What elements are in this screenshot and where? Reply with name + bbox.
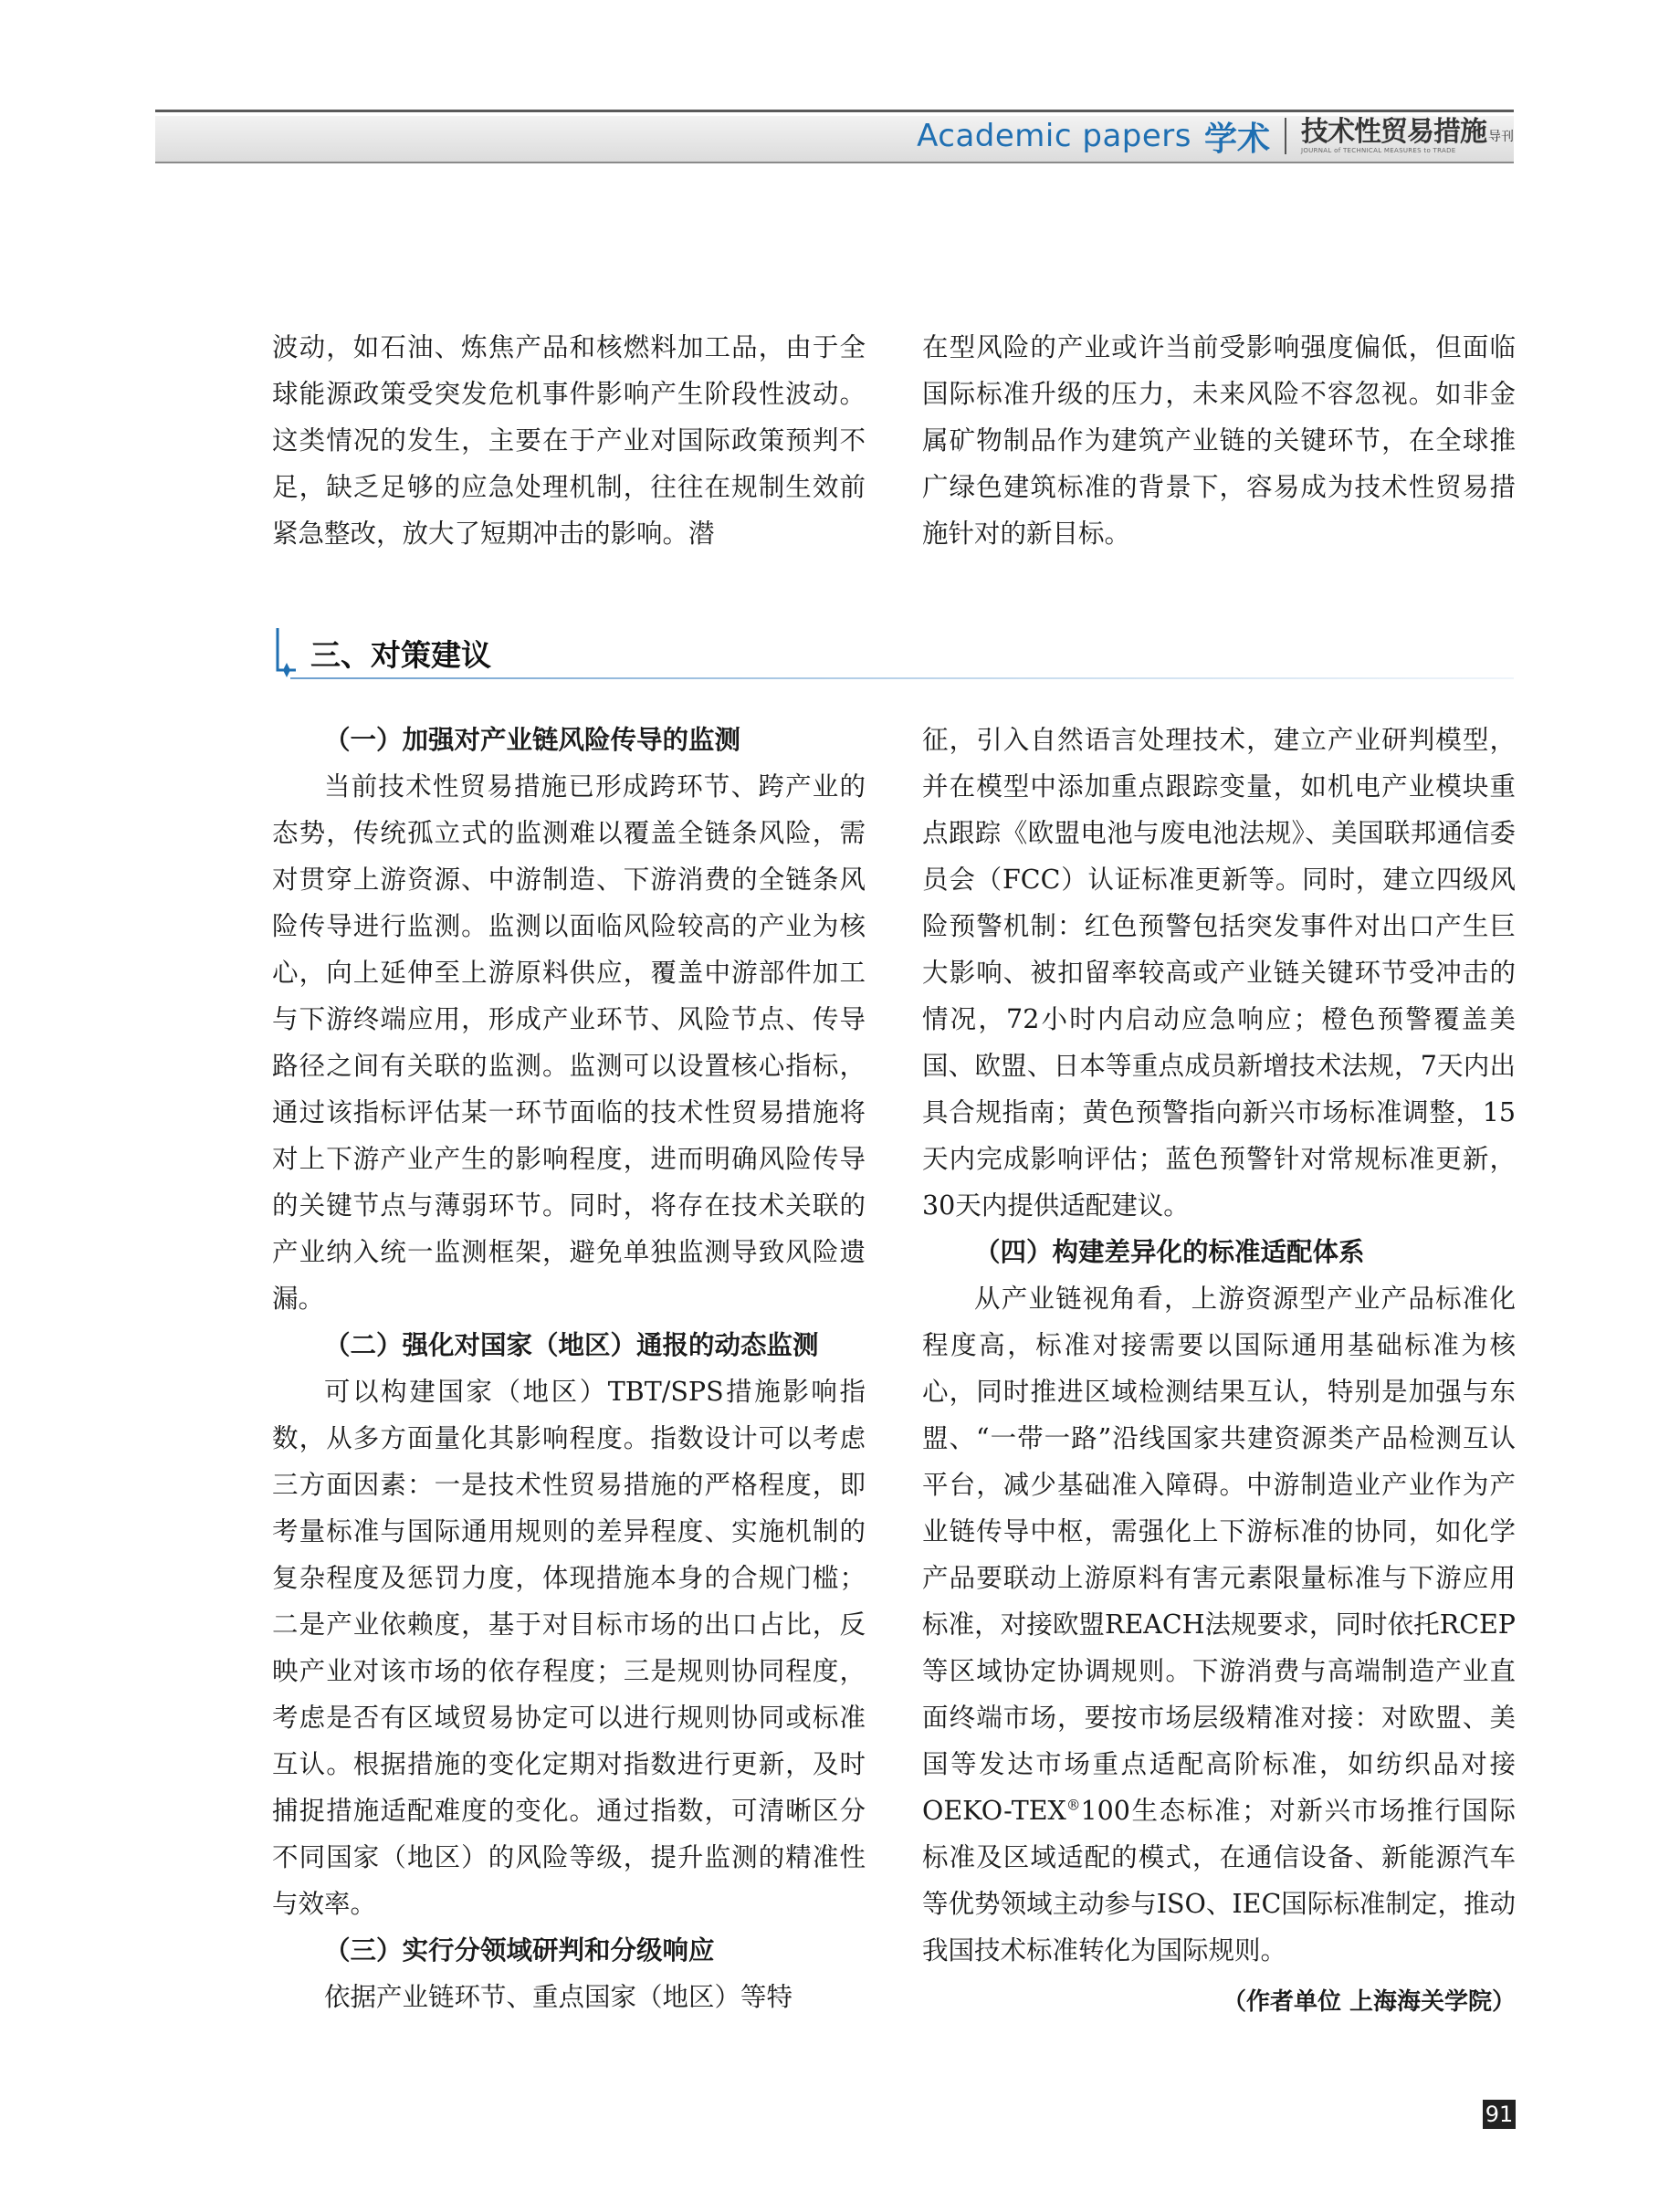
section-bracket-icon (272, 626, 298, 681)
header-english: Academic papers (917, 118, 1191, 154)
paragraph-4-part-b: 100生态标准；对新兴市场推行国际标准及区域适配的模式，在通信设备、新能源汽车等优势领域主动参与ISO、IEC国际标准制定，推动我国技术标准转化为国际规则。 (922, 1796, 1516, 1966)
subheading-3: （三）实行分领域研判和分级响应 (324, 1934, 715, 1966)
top-left-column (272, 324, 866, 557)
paragraph-3: 依据产业链环节、重点国家（地区）等特 (324, 1982, 793, 2012)
header-chinese: 学术 (1203, 120, 1270, 158)
subheading-4: （四）构建差异化的标准适配体系 (974, 1236, 1365, 1267)
paragraph-2: 可以构建国家（地区）TBT/SPS措施影响指数，从多方面量化其影响程度。指数设计可以考虑三方面因素：一是技术性贸易措施的严格程度，即考量标准与国际通用规则的差异程度、实施机制的复杂程度及惩罚力度，体现措施本身的合规门槛；二是产业依赖度，基于对目标市场的出口占比，反映产业对该市场的依存程度；三是规则协同程度，考虑是否有区域贸易协定可以进行规则协同或标准互认。根据措施的变化定期对指数进行更新，及时捕捉措施适配难度的变化。通过指数，可清晰区分不同国家（地区）的风险等级，提升监测的精准性与效率。 (272, 1377, 866, 1919)
header-text (917, 115, 1514, 157)
section-title: 三、对策建议 (310, 637, 491, 673)
registered-mark: ® (1065, 1796, 1081, 1814)
top-right-paragraph: 在型风险的产业或许当前受影响强度偏低，但面临国际标准升级的压力，未来风险不容忽视。如非金属矿物制品作为建筑产业链的关键环节，在全球推广绿色建筑标准的背景下，容易成为技术性贸易措施针对的新目标。 (922, 332, 1516, 549)
paragraph-4 (922, 1275, 1516, 1974)
author-affiliation: （作者单位 上海海关学院） (1222, 1988, 1516, 2016)
subheading-1: （一）加强对产业链风险传导的监测 (324, 724, 741, 755)
paragraph-1: 当前技术性贸易措施已形成跨环节、跨产业的态势，传统孤立式的监测难以覆盖全链条风险，需对贯穿上游资源、中游制造、下游消费的全链条风险传导进行监测。监测以面临风险较高的产业为核心，向上延伸至上游原料供应，覆盖中游部件加工与下游终端应用，形成产业环节、风险节点、传导路径之间有关联的监测。监测可以设置核心指标，通过该指标评估某一环节面临的技术性贸易措施将对上下游产业产生的影响程度，进而明确风险传导的关键节点与薄弱环节。同时，将存在技术关联的产业纳入统一监测框架，避免单独监测导致风险遗漏。 (272, 771, 866, 1314)
journal-name-cn: 技术性贸易措施 (1301, 115, 1486, 148)
header-top-rule (155, 110, 1514, 112)
journal-logo (1301, 115, 1486, 155)
paragraph-3-continued: 征，引入自然语言处理技术，建立产业研判模型，并在模型中添加重点跟踪变量，如机电产业模块重点跟踪《欧盟电池与废电池法规》、美国联邦通信委员会（FCC）认证标准更新等。同时，建立四级风险预警机制：红色预警包括突发事件对出口产生巨大影响、被扣留率较高或产业链关键环节受冲击的情况，72小时内启动应急响应；橙色预警覆盖美国、欧盟、日本等重点成员新增技术法规，7天内出具合规指南；黄色预警指向新兴市场标准调整，15天内完成影响评估；蓝色预警针对常规标准更新，30天内提供适配建议。 (922, 725, 1516, 1221)
running-header (155, 110, 1514, 166)
section-heading (272, 626, 1514, 699)
subheading-2: （二）强化对国家（地区）通报的动态监测 (324, 1329, 819, 1360)
header-divider (1285, 118, 1286, 154)
left-column (272, 717, 866, 2020)
right-column (922, 717, 1516, 2026)
journal-name-en: JOURNAL of TECHNICAL MEASURES to TRADE (1301, 146, 1456, 154)
paragraph-4-part-a: 从产业链视角看，上游资源型产业产品标准化程度高，标准对接需要以国际通用基础标准为核心，同时推进区域检测结果互认，特别是加强与东盟、“一带一路”沿线国家共建资源类产品检测互认平台，减少基础准入障碍。中游制造业产业作为产业链传导中枢，需强化上下游标准的协同，如化学产品要联动上游原料有害元素限量标准与下游应用标准，对接欧盟REACH法规要求，同时依托RCEP等区域协定协调规则。下游消费与高端制造产业直面终端市场，要按市场层级精准对接：对欧盟、美国等发达市场重点适配高阶标准，如纺织品对接OEKO-TEX (922, 1284, 1516, 1826)
top-right-column (922, 324, 1516, 557)
page-number: 91 (1483, 2100, 1516, 2129)
top-left-paragraph: 波动，如石油、炼焦产品和核燃料加工品，由于全球能源政策受突发危机事件影响产生阶段性波动。这类情况的发生，主要在于产业对国际政策预判不足，缺乏足够的应急处理机制，往往在规制生效前紧急整改，放大了短期冲击的影响。潜 (272, 332, 866, 549)
journal-suffix: 导刊 (1488, 130, 1514, 144)
section-rule (290, 677, 1514, 679)
